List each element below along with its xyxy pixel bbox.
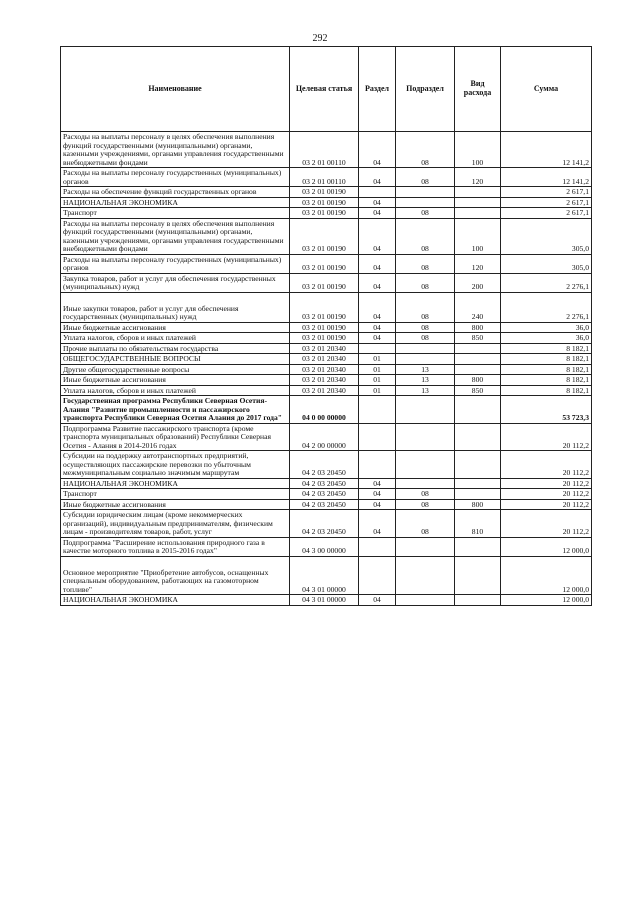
- table-row: [61, 354, 592, 365]
- row-target-article: 03 2 01 00190: [290, 273, 359, 292]
- row-section: 04: [359, 132, 396, 168]
- table-header-row: [61, 47, 592, 132]
- table-row: [61, 510, 592, 538]
- row-expense-type: [455, 595, 501, 606]
- table-row: [61, 478, 592, 489]
- row-subsection: [396, 595, 455, 606]
- row-sum: 305,0: [501, 254, 592, 273]
- header-section: Раздел: [359, 47, 396, 132]
- row-subsection: 13: [396, 364, 455, 375]
- row-subsection: [396, 451, 455, 479]
- row-expense-type: [455, 556, 501, 595]
- row-subsection: [396, 423, 455, 451]
- row-expense-type: [455, 478, 501, 489]
- row-section: 04: [359, 333, 396, 344]
- row-subsection: 08: [396, 322, 455, 333]
- row-target-article: 04 2 03 20450: [290, 451, 359, 479]
- row-expense-type: [455, 423, 501, 451]
- row-expense-type: 800: [455, 499, 501, 510]
- row-section: 04: [359, 197, 396, 208]
- table-row: [61, 385, 592, 396]
- row-subsection: [396, 478, 455, 489]
- row-section: 04: [359, 168, 396, 187]
- row-name: Иные бюджетные ассигнования: [61, 499, 290, 510]
- row-subsection: 08: [396, 489, 455, 500]
- row-subsection: 08: [396, 254, 455, 273]
- row-target-article: 03 2 01 00190: [290, 254, 359, 273]
- table-row: [61, 132, 592, 168]
- row-name: Субсидии на поддержку автотранспортных предприятий, осуществляющих пассажирские перевозки по убыточным межмуниципальным социально значимым маршрутам: [61, 451, 290, 479]
- row-expense-type: 850: [455, 333, 501, 344]
- row-subsection: [396, 197, 455, 208]
- row-sum: 12 000,0: [501, 556, 592, 595]
- row-target-article: 03 2 01 00190: [290, 322, 359, 333]
- row-expense-type: 800: [455, 322, 501, 333]
- row-expense-type: [455, 364, 501, 375]
- header-subsection: Подраздел: [396, 47, 455, 132]
- row-sum: 2 617,1: [501, 197, 592, 208]
- row-section: 04: [359, 510, 396, 538]
- row-target-article: 03 2 01 00190: [290, 208, 359, 219]
- row-target-article: 03 2 01 20340: [290, 343, 359, 354]
- table-row: [61, 292, 592, 322]
- row-section: 04: [359, 478, 396, 489]
- table-row: [61, 364, 592, 375]
- row-name: Расходы на выплаты персоналу в целях обеспечения выполнения функций государственными (муниципальными) органами, казенными учреждениями, органами управления государственными внебюджетными фондами: [61, 218, 290, 254]
- row-subsection: [396, 343, 455, 354]
- row-name: Расходы на выплаты персоналу государственных (муниципальных) органов: [61, 168, 290, 187]
- header-expense-type: Вид расхода: [455, 47, 501, 132]
- row-expense-type: 850: [455, 385, 501, 396]
- row-section: 04: [359, 489, 396, 500]
- row-name: Уплата налогов, сборов и иных платежей: [61, 333, 290, 344]
- row-name: НАЦИОНАЛЬНАЯ ЭКОНОМИКА: [61, 197, 290, 208]
- row-name: Прочие выплаты по обязательствам государства: [61, 343, 290, 354]
- row-name: Иные бюджетные ассигнования: [61, 322, 290, 333]
- row-expense-type: [455, 197, 501, 208]
- row-target-article: 04 2 03 20450: [290, 499, 359, 510]
- row-name: Уплата налогов, сборов и иных платежей: [61, 385, 290, 396]
- row-target-article: 03 2 01 00190: [290, 218, 359, 254]
- row-section: 04: [359, 499, 396, 510]
- row-target-article: 04 3 01 00000: [290, 595, 359, 606]
- row-expense-type: [455, 354, 501, 365]
- row-sum: 20 112,2: [501, 499, 592, 510]
- table-row: [61, 537, 592, 556]
- row-section: [359, 537, 396, 556]
- row-target-article: 04 0 00 00000: [290, 396, 359, 424]
- row-name: Основное мероприятие "Приобретение автобусов, оснащенных специальным оборудованием, работающих на газомоторном топливе": [61, 556, 290, 595]
- row-target-article: 04 2 03 20450: [290, 489, 359, 500]
- row-subsection: 08: [396, 292, 455, 322]
- row-target-article: 03 2 01 00110: [290, 132, 359, 168]
- row-target-article: 04 3 01 00000: [290, 556, 359, 595]
- row-subsection: 08: [396, 273, 455, 292]
- row-name: Другие общегосударственные вопросы: [61, 364, 290, 375]
- table-row: [61, 343, 592, 354]
- row-sum: 20 112,2: [501, 478, 592, 489]
- row-sum: 2 276,1: [501, 273, 592, 292]
- row-expense-type: [455, 208, 501, 219]
- row-subsection: [396, 396, 455, 424]
- row-subsection: 08: [396, 208, 455, 219]
- table-row: [61, 451, 592, 479]
- row-sum: 12 141,2: [501, 168, 592, 187]
- table-row: [61, 375, 592, 386]
- row-section: 04: [359, 595, 396, 606]
- row-section: 01: [359, 364, 396, 375]
- row-target-article: 04 2 03 20450: [290, 478, 359, 489]
- row-sum: 8 182,1: [501, 343, 592, 354]
- row-subsection: [396, 537, 455, 556]
- row-sum: 53 723,3: [501, 396, 592, 424]
- row-sum: 20 112,2: [501, 423, 592, 451]
- row-sum: 8 182,1: [501, 385, 592, 396]
- row-target-article: 04 2 03 20450: [290, 510, 359, 538]
- row-sum: 8 182,1: [501, 364, 592, 375]
- row-sum: 8 182,1: [501, 354, 592, 365]
- row-name: Подпрограмма "Расширение использования природного газа в качестве моторного топлива в 2015-2016 годах": [61, 537, 290, 556]
- table-row: [61, 489, 592, 500]
- row-section: 04: [359, 292, 396, 322]
- row-target-article: 03 2 01 00190: [290, 197, 359, 208]
- row-sum: 305,0: [501, 218, 592, 254]
- row-sum: 36,0: [501, 322, 592, 333]
- row-target-article: 03 2 01 00190: [290, 187, 359, 198]
- row-name: Подпрограмма Развитие пассажирского транспорта (кроме транспорта муниципальных образований) Республики Северная Осетия - Алания в 2014-2016 годах: [61, 423, 290, 451]
- row-section: 01: [359, 385, 396, 396]
- row-sum: 20 112,2: [501, 451, 592, 479]
- row-subsection: 13: [396, 375, 455, 386]
- table-row: [61, 423, 592, 451]
- row-expense-type: [455, 537, 501, 556]
- row-section: 04: [359, 322, 396, 333]
- row-name: Закупка товаров, работ и услуг для обеспечения государственных (муниципальных) нужд: [61, 273, 290, 292]
- row-expense-type: 120: [455, 168, 501, 187]
- row-section: 04: [359, 208, 396, 219]
- header-target-article: Целевая статья: [290, 47, 359, 132]
- row-section: 01: [359, 375, 396, 386]
- row-target-article: 03 2 01 20340: [290, 354, 359, 365]
- row-name: ОБЩЕГОСУДАРСТВЕННЫЕ ВОПРОСЫ: [61, 354, 290, 365]
- row-name: Расходы на обеспечение функций государственных органов: [61, 187, 290, 198]
- row-name: Транспорт: [61, 208, 290, 219]
- row-target-article: 04 3 00 00000: [290, 537, 359, 556]
- row-section: [359, 343, 396, 354]
- row-subsection: 08: [396, 168, 455, 187]
- row-expense-type: 240: [455, 292, 501, 322]
- row-section: 01: [359, 354, 396, 365]
- row-name: Государственная программа Республики Северная Осетия-Алания "Развитие промышленности и пассажирского транспорта Республики Северная Осетия Алания до 2017 года": [61, 396, 290, 424]
- row-name: Транспорт: [61, 489, 290, 500]
- row-section: [359, 423, 396, 451]
- table-row: [61, 273, 592, 292]
- row-sum: 36,0: [501, 333, 592, 344]
- row-section: [359, 187, 396, 198]
- table-row: [61, 322, 592, 333]
- row-expense-type: 810: [455, 510, 501, 538]
- row-sum: 2 276,1: [501, 292, 592, 322]
- row-target-article: 03 2 01 00190: [290, 292, 359, 322]
- row-section: 04: [359, 218, 396, 254]
- row-subsection: 08: [396, 132, 455, 168]
- row-target-article: 03 2 01 00190: [290, 333, 359, 344]
- row-section: [359, 556, 396, 595]
- row-name: НАЦИОНАЛЬНАЯ ЭКОНОМИКА: [61, 478, 290, 489]
- row-subsection: 08: [396, 499, 455, 510]
- row-section: [359, 396, 396, 424]
- row-sum: 12 141,2: [501, 132, 592, 168]
- table-row: [61, 197, 592, 208]
- page-number: 292: [312, 33, 328, 44]
- row-target-article: 04 2 00 00000: [290, 423, 359, 451]
- row-subsection: [396, 556, 455, 595]
- row-expense-type: [455, 396, 501, 424]
- header-sum: Сумма: [501, 47, 592, 132]
- table-row: [61, 168, 592, 187]
- table-row: [61, 254, 592, 273]
- table-row: [61, 333, 592, 344]
- row-target-article: 03 2 01 20340: [290, 375, 359, 386]
- row-subsection: 13: [396, 385, 455, 396]
- table-row: [61, 187, 592, 198]
- row-subsection: [396, 354, 455, 365]
- row-expense-type: [455, 489, 501, 500]
- row-section: 04: [359, 254, 396, 273]
- row-name: Иные закупки товаров, работ и услуг для обеспечения государственных (муниципальных) нужд: [61, 292, 290, 322]
- table-row: [61, 556, 592, 595]
- row-section: [359, 451, 396, 479]
- row-sum: 20 112,2: [501, 510, 592, 538]
- table-row: [61, 208, 592, 219]
- row-subsection: 08: [396, 218, 455, 254]
- row-subsection: [396, 187, 455, 198]
- row-target-article: 03 2 01 20340: [290, 385, 359, 396]
- row-expense-type: [455, 451, 501, 479]
- row-section: 04: [359, 273, 396, 292]
- row-expense-type: 100: [455, 218, 501, 254]
- row-expense-type: 120: [455, 254, 501, 273]
- row-sum: 12 000,0: [501, 595, 592, 606]
- row-expense-type: 100: [455, 132, 501, 168]
- row-name: НАЦИОНАЛЬНАЯ ЭКОНОМИКА: [61, 595, 290, 606]
- row-sum: 12 000,0: [501, 537, 592, 556]
- row-name: Субсидии юридическим лицам (кроме некоммерческих организаций), индивидуальным предпринимателям, физическим лицам - производителям товаров, работ, услуг: [61, 510, 290, 538]
- table-row: [61, 218, 592, 254]
- row-sum: 20 112,2: [501, 489, 592, 500]
- row-expense-type: [455, 343, 501, 354]
- row-sum: 2 617,1: [501, 187, 592, 198]
- row-expense-type: [455, 187, 501, 198]
- row-name: Расходы на выплаты персоналу в целях обеспечения выполнения функций государственными (муниципальными) органами, казенными учреждениями, органами управления государственными внебюджетными фондами: [61, 132, 290, 168]
- header-name: Наименование: [61, 47, 290, 132]
- row-subsection: 08: [396, 510, 455, 538]
- row-expense-type: 200: [455, 273, 501, 292]
- row-name: Расходы на выплаты персоналу государственных (муниципальных) органов: [61, 254, 290, 273]
- row-sum: 8 182,1: [501, 375, 592, 386]
- table-row: [61, 499, 592, 510]
- row-sum: 2 617,1: [501, 208, 592, 219]
- table-body: [61, 132, 592, 606]
- row-name: Иные бюджетные ассигнования: [61, 375, 290, 386]
- budget-table: [60, 46, 592, 606]
- row-target-article: 03 2 01 00110: [290, 168, 359, 187]
- table-row: [61, 396, 592, 424]
- row-subsection: 08: [396, 333, 455, 344]
- table-row: [61, 595, 592, 606]
- row-expense-type: 800: [455, 375, 501, 386]
- row-target-article: 03 2 01 20340: [290, 364, 359, 375]
